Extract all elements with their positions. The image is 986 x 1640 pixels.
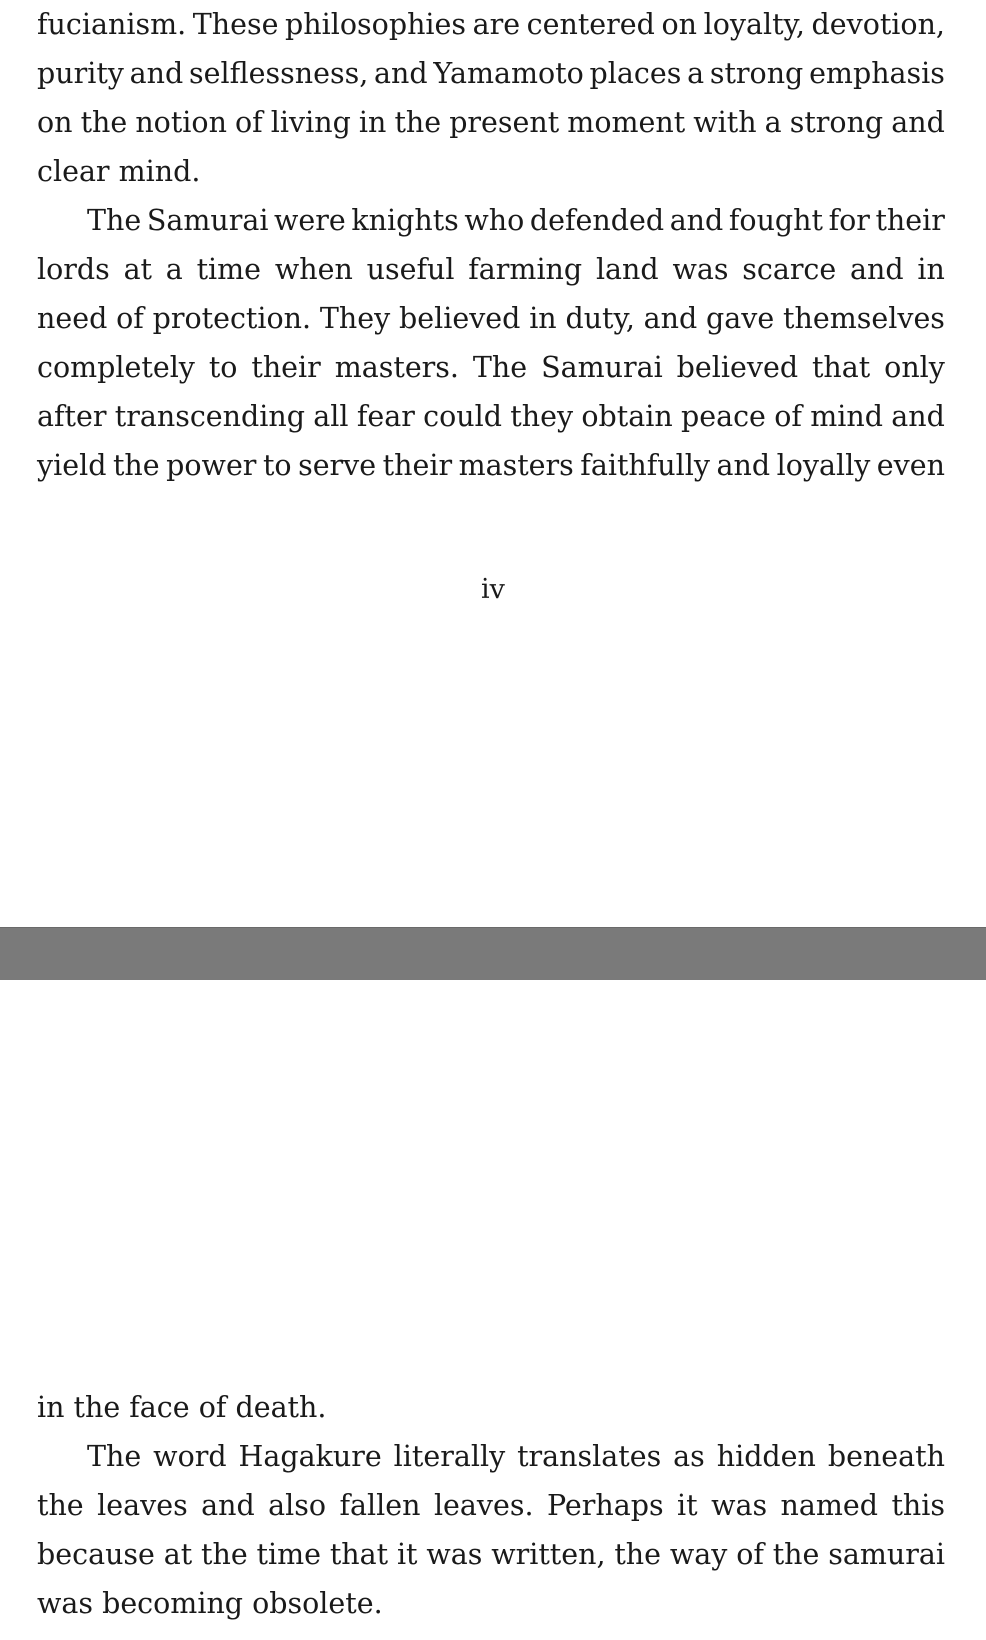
word: they — [510, 400, 574, 433]
word: themselves — [783, 302, 945, 335]
text-line — [37, 49, 945, 98]
word: word — [153, 1440, 227, 1473]
word: completely — [37, 351, 195, 384]
word: yield — [37, 449, 107, 482]
word: was — [672, 253, 729, 286]
text-line — [37, 245, 945, 294]
word: this — [891, 1489, 945, 1522]
word: The — [87, 204, 142, 237]
word: the — [772, 1538, 820, 1571]
word: useful — [366, 253, 455, 286]
word: the — [112, 449, 160, 482]
word: literally — [393, 1440, 506, 1473]
word: in — [529, 302, 557, 335]
word: hidden — [716, 1440, 816, 1473]
page-separator — [0, 927, 986, 981]
word: in — [358, 106, 387, 139]
word: could — [423, 400, 502, 433]
word: These — [192, 8, 279, 41]
word: fucianism. — [37, 8, 187, 41]
word: on — [661, 8, 698, 41]
word: and — [850, 253, 904, 286]
word: believed — [398, 302, 521, 335]
word: need — [37, 302, 108, 335]
text-line — [37, 1530, 945, 1579]
word: scarce — [742, 253, 837, 286]
word: strong — [789, 106, 884, 139]
word: the — [80, 106, 128, 139]
word: their — [382, 449, 453, 482]
word: The — [87, 1440, 142, 1473]
word: and — [129, 57, 184, 90]
word: beneath — [827, 1440, 945, 1473]
word: fought — [728, 204, 823, 237]
word: to — [208, 351, 238, 384]
word: serve — [298, 449, 377, 482]
word: a — [687, 57, 705, 90]
word: masters. — [334, 351, 459, 384]
word: philosophies — [285, 8, 467, 41]
word: Samurai — [146, 204, 269, 237]
word: selflessness, — [189, 57, 369, 90]
word: Hagakure — [238, 1440, 382, 1473]
word: all — [313, 400, 349, 433]
word: at — [123, 253, 153, 286]
word: time — [196, 253, 262, 286]
word: it — [396, 1538, 418, 1571]
text-line: in the face of death. — [37, 1391, 327, 1424]
word: also — [268, 1489, 327, 1522]
text-line — [37, 343, 945, 392]
word: knights — [351, 204, 459, 237]
word: their — [875, 204, 945, 237]
word: on — [37, 106, 73, 139]
word: They — [319, 302, 391, 335]
bottom-page-text — [37, 1383, 945, 1628]
word: faithfully — [580, 449, 710, 482]
word: fallen — [339, 1489, 421, 1522]
word: for — [828, 204, 870, 237]
word: the — [394, 106, 442, 139]
word: land — [595, 253, 659, 286]
text-line — [37, 441, 945, 490]
word: centered — [526, 8, 655, 41]
word: and — [716, 449, 771, 482]
word: purity — [37, 57, 124, 90]
word: loyalty, — [703, 8, 805, 41]
word: when — [274, 253, 353, 286]
word: of — [235, 106, 263, 139]
word: and — [891, 106, 945, 139]
word: and — [891, 400, 945, 433]
word: their — [251, 351, 321, 384]
word: at — [163, 1538, 193, 1571]
word: in — [917, 253, 945, 286]
word: peace — [680, 400, 766, 433]
word: present — [449, 106, 560, 139]
top-page-text — [37, 0, 945, 490]
text-line — [37, 0, 945, 49]
word: as — [673, 1440, 705, 1473]
word: fear — [356, 400, 415, 433]
word: strong — [709, 57, 804, 90]
word: named — [780, 1489, 878, 1522]
word: moment — [567, 106, 686, 139]
word: Yamamoto — [433, 57, 584, 90]
word: transcending — [114, 400, 305, 433]
word: who — [464, 204, 525, 237]
word: was — [711, 1489, 768, 1522]
page-number: iv — [481, 574, 505, 605]
word: and — [669, 204, 724, 237]
word: and — [201, 1489, 255, 1522]
word: leaves — [97, 1489, 188, 1522]
word: of — [774, 400, 802, 433]
word: loyally — [776, 449, 871, 482]
text-line — [37, 1481, 945, 1530]
word: after — [37, 400, 107, 433]
word: of — [736, 1538, 764, 1571]
word: of — [116, 302, 144, 335]
text-line: was becoming obsolete. — [37, 1587, 383, 1620]
word: Perhaps — [547, 1489, 664, 1522]
text-line — [37, 98, 945, 147]
word: written, — [491, 1538, 606, 1571]
word: way — [669, 1538, 728, 1571]
word: the — [37, 1489, 84, 1522]
word: defended — [529, 204, 665, 237]
document-page-bottom — [0, 980, 986, 1640]
word: notion — [135, 106, 227, 139]
word: even — [876, 449, 945, 482]
word: a — [165, 253, 183, 286]
word: to — [262, 449, 292, 482]
word: masters — [458, 449, 574, 482]
word: obtain — [581, 400, 673, 433]
word: are — [472, 8, 521, 41]
word: duty, — [565, 302, 635, 335]
word: power — [166, 449, 257, 482]
word: only — [884, 351, 945, 384]
text-line — [37, 294, 945, 343]
word: a — [764, 106, 782, 139]
text-line — [37, 392, 945, 441]
word: because — [37, 1538, 155, 1571]
word: living — [270, 106, 351, 139]
word: and — [643, 302, 698, 335]
word: and — [374, 57, 428, 90]
word: The — [472, 351, 528, 384]
word: were — [274, 204, 346, 237]
word: Samurai — [541, 351, 663, 384]
word: believed — [676, 351, 799, 384]
word: that — [329, 1538, 389, 1571]
word: samurai — [828, 1538, 945, 1571]
word: protection. — [152, 302, 312, 335]
word: translates — [517, 1440, 662, 1473]
word: the — [201, 1538, 248, 1571]
word: mind — [810, 400, 883, 433]
word: leaves. — [433, 1489, 534, 1522]
word: farming — [468, 253, 583, 286]
word: emphasis — [809, 57, 945, 90]
word: time — [256, 1538, 322, 1571]
word: with — [693, 106, 757, 139]
word: devotion, — [811, 8, 945, 41]
word: that — [811, 351, 871, 384]
word: the — [614, 1538, 662, 1571]
word: was — [426, 1538, 483, 1571]
word: gave — [706, 302, 775, 335]
word: it — [677, 1489, 698, 1522]
word: lords — [37, 253, 110, 286]
text-line — [37, 196, 945, 245]
text-line: clear mind. — [37, 155, 201, 188]
word: places — [589, 57, 682, 90]
text-line — [37, 1432, 945, 1481]
